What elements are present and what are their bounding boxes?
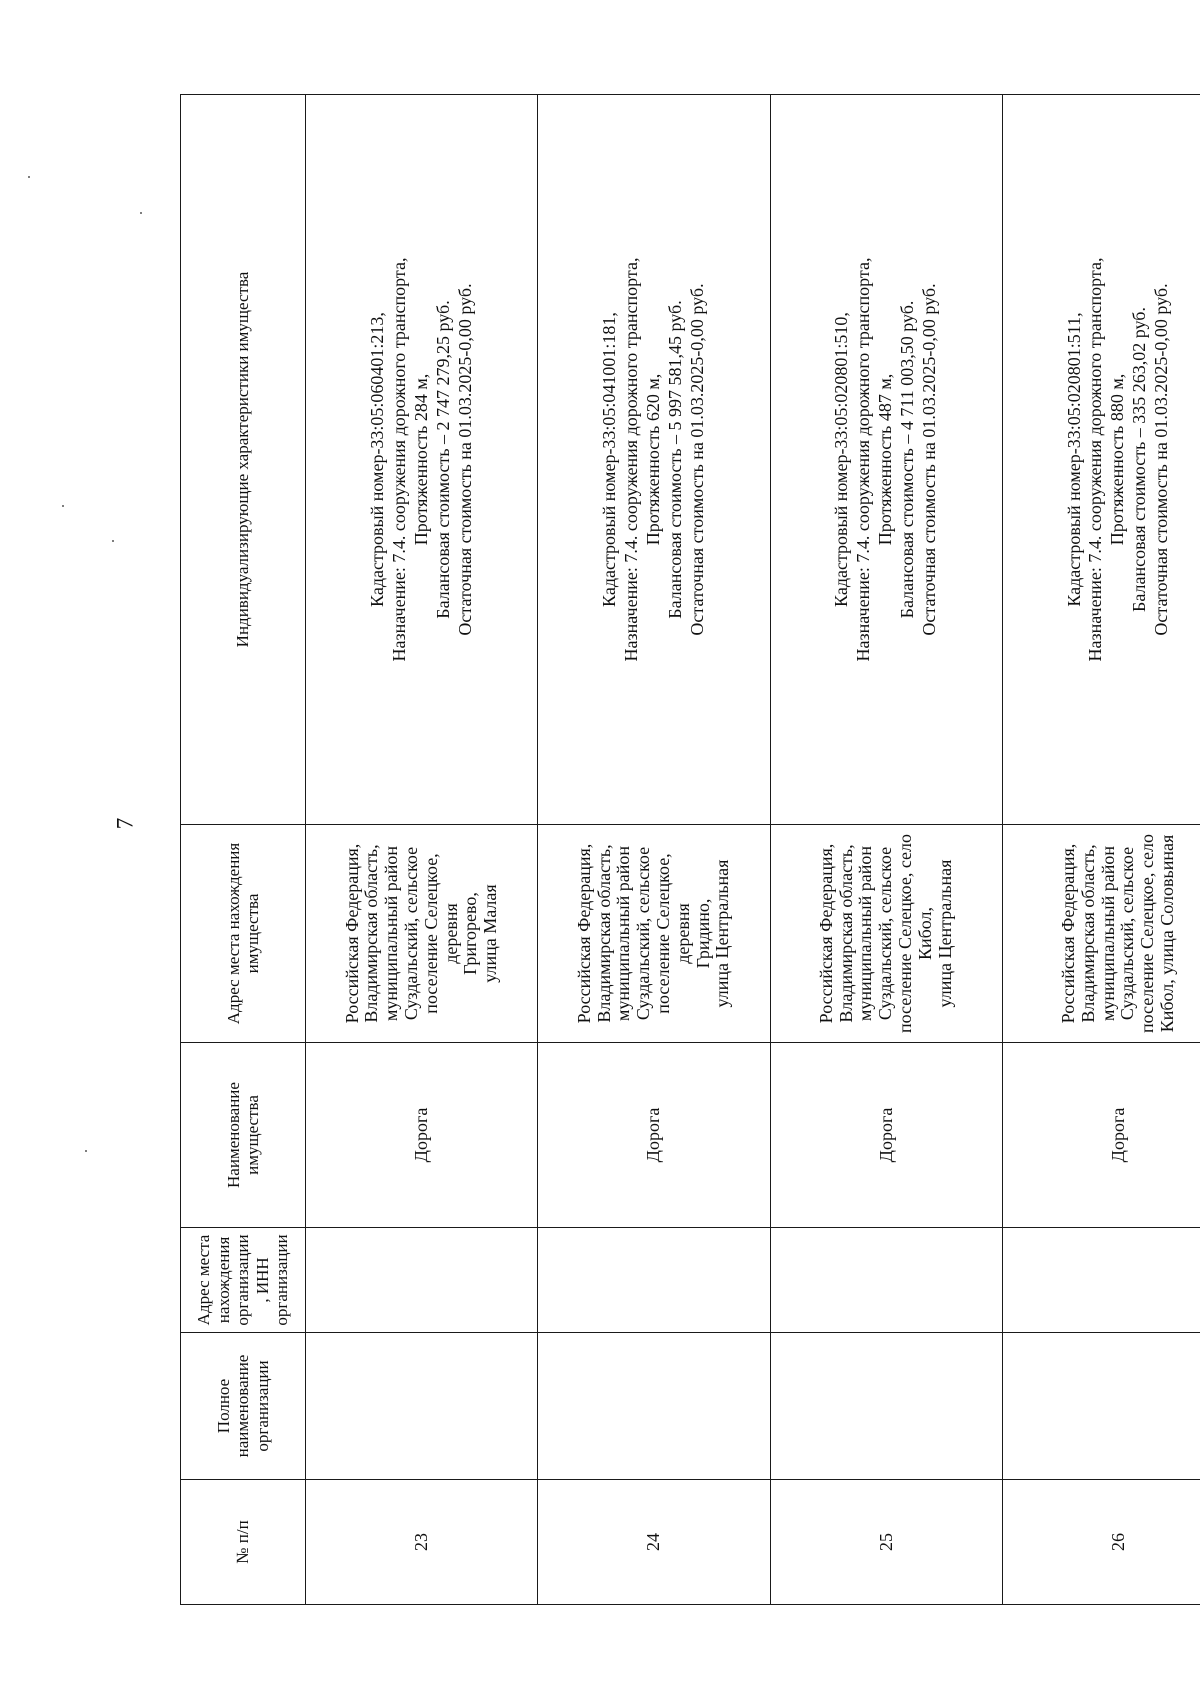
cell-org-address	[306, 1228, 538, 1333]
table-row	[1002, 95, 1200, 1605]
address-line: улица Малая	[480, 884, 501, 983]
address-line: муниципальный район	[1097, 846, 1118, 1022]
characteristic-line: Кадастровый номер-33:05:020801:511,	[1063, 312, 1084, 607]
address-line: Суздальский, сельское	[875, 846, 896, 1021]
header-number: № п/п	[181, 1480, 306, 1605]
address-line: улица Центральная	[934, 859, 955, 1008]
property-table-rotated	[180, 95, 1200, 1605]
cell-property-name: Дорога	[1002, 1043, 1200, 1228]
header-org-address: Адрес места нахождения организации, ИНН организации	[181, 1228, 306, 1333]
table-header-row	[181, 95, 306, 1605]
address-line: Григорево,	[460, 892, 481, 975]
table-body	[306, 95, 1200, 1605]
characteristic-line: Протяженность 487 м,	[875, 373, 896, 546]
characteristic-line: Протяженность 880 м,	[1107, 373, 1128, 546]
scan-speck	[112, 540, 114, 542]
characteristic-line: Протяженность 284 м,	[410, 373, 431, 546]
address-line: Суздальский, сельское	[400, 846, 421, 1021]
characteristic-line: Остаточная стоимость на 01.03.2025-0,00 руб.	[686, 283, 707, 636]
address-line: Российская Федерация,	[341, 843, 362, 1024]
cell-org-name	[1002, 1333, 1200, 1480]
address-line: поселение Селецкое, село	[1137, 833, 1158, 1034]
address-line: Владимирская область,	[361, 844, 382, 1023]
cell-property-address	[306, 825, 538, 1043]
property-table	[180, 94, 1200, 1605]
cell-property-name: Дорога	[538, 1043, 770, 1228]
cell-org-address	[1002, 1228, 1200, 1333]
address-line: Владимирская область,	[1077, 844, 1098, 1023]
address-line: Владимирская область,	[593, 844, 614, 1023]
address-line: поселение Селецкое, деревня	[652, 853, 693, 1014]
address-line: Суздальский, сельское	[633, 846, 654, 1021]
table-row	[306, 95, 538, 1605]
characteristic-line: Назначение: 7.4. сооружения дорожного транспорта,	[388, 257, 409, 662]
cell-characteristics	[770, 95, 1002, 825]
address-line: улица Центральная	[712, 859, 733, 1008]
address-line: муниципальный район	[613, 846, 634, 1022]
cell-org-address	[770, 1228, 1002, 1333]
address-line: муниципальный район	[855, 846, 876, 1022]
address-line: Российская Федерация,	[1057, 843, 1078, 1024]
characteristic-line: Назначение: 7.4. сооружения дорожного транспорта,	[1085, 257, 1106, 662]
cell-org-name	[770, 1333, 1002, 1480]
scan-speck	[62, 505, 64, 507]
characteristic-line: Балансовая стоимость – 2 747 279,25 руб.	[432, 300, 453, 619]
characteristic-line: Остаточная стоимость на 01.03.2025-0,00 руб.	[1151, 283, 1172, 636]
characteristic-line: Балансовая стоимость – 5 997 581,45 руб.	[664, 300, 685, 619]
cell-characteristics	[538, 95, 770, 825]
cell-number: 24	[538, 1480, 770, 1605]
address-line: поселение Селецкое, деревня	[420, 853, 461, 1014]
characteristic-line: Кадастровый номер-33:05:041001:181,	[599, 312, 620, 607]
cell-property-address	[770, 825, 1002, 1043]
cell-property-address	[538, 825, 770, 1043]
cell-property-name: Дорога	[770, 1043, 1002, 1228]
table-row	[538, 95, 770, 1605]
page-number: 7	[112, 817, 138, 830]
cell-org-name	[306, 1333, 538, 1480]
address-line: Суздальский, сельское	[1117, 846, 1138, 1021]
header-property-address: Адрес места нахождения имущества	[181, 825, 306, 1043]
table-row	[770, 95, 1002, 1605]
characteristic-line: Балансовая стоимость – 335 263,02 руб.	[1129, 307, 1150, 612]
cell-characteristics	[1002, 95, 1200, 825]
characteristic-line: Протяженность 620 м,	[642, 373, 663, 546]
address-line: Владимирская область,	[835, 844, 856, 1023]
cell-number: 23	[306, 1480, 538, 1605]
characteristic-line: Назначение: 7.4. сооружения дорожного транспорта,	[621, 257, 641, 662]
cell-property-address	[1002, 825, 1200, 1043]
cell-org-address	[538, 1228, 770, 1333]
cell-property-name: Дорога	[306, 1043, 538, 1228]
address-line: Кибол, улица Соловьиная	[1156, 834, 1177, 1033]
characteristic-line: Балансовая стоимость – 4 711 003,50 руб.	[897, 300, 918, 619]
address-line: Кибол,	[914, 906, 935, 961]
cell-number: 25	[770, 1480, 1002, 1605]
address-line: поселение Селецкое, село	[895, 833, 916, 1034]
address-line: Гридино,	[692, 898, 713, 969]
characteristic-line: Назначение: 7.4. сооружения дорожного транспорта,	[853, 257, 874, 662]
characteristic-line: Кадастровый номер-33:05:020801:510,	[831, 312, 852, 607]
header-characteristics: Индивидуализирующие характеристики имущества	[181, 95, 306, 825]
characteristic-line: Остаточная стоимость на 01.03.2025-0,00 руб.	[454, 283, 475, 636]
cell-number: 26	[1002, 1480, 1200, 1605]
address-line: муниципальный район	[381, 846, 402, 1022]
cell-org-name	[538, 1333, 770, 1480]
address-line: Российская Федерация,	[815, 843, 836, 1024]
header-property-name: Наименование имущества	[181, 1043, 306, 1228]
scan-speck	[28, 176, 30, 178]
cell-characteristics	[306, 95, 538, 825]
characteristic-line: Кадастровый номер-33:05:060401:213,	[366, 312, 387, 607]
scan-speck	[140, 212, 142, 214]
address-line: Российская Федерация,	[573, 843, 594, 1024]
header-org-name: Полное наименование организации	[181, 1333, 306, 1480]
characteristic-line: Остаточная стоимость на 01.03.2025-0,00 руб.	[919, 283, 940, 636]
scan-speck	[85, 1150, 87, 1152]
